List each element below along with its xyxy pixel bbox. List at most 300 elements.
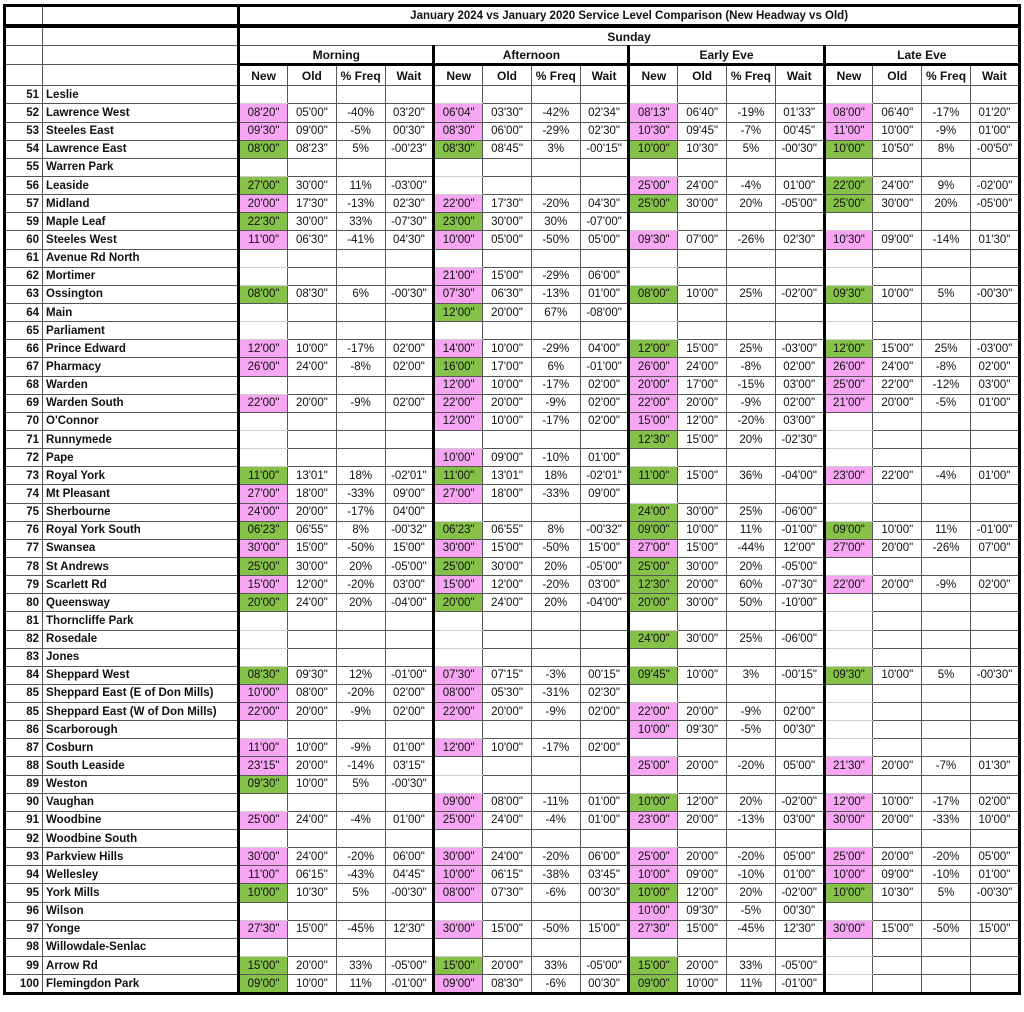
cell-wait: 15'00" [580, 539, 629, 557]
cell-wait [775, 213, 824, 231]
cell-new [239, 158, 288, 176]
cell-pct-freq: -20% [531, 848, 580, 866]
cell-wait [775, 648, 824, 666]
cell-new [629, 612, 678, 630]
route-name: Mortimer [43, 267, 239, 285]
table-row [5, 594, 1020, 612]
cell-old [483, 322, 532, 340]
column-header-row [5, 65, 1020, 86]
cell-wait: 02'00" [385, 684, 434, 702]
cell-old: 15'00" [678, 430, 727, 448]
table-row [5, 140, 1020, 158]
cell-wait [775, 86, 824, 104]
route-number: 94 [5, 866, 43, 884]
route-name: Mt Pleasant [43, 485, 239, 503]
cell-old [483, 775, 532, 793]
route-number: 55 [5, 158, 43, 176]
cell-wait: 12'30" [385, 920, 434, 938]
cell-wait: 09'00" [580, 485, 629, 503]
cell-pct-freq [531, 902, 580, 920]
cell-new: 10'00" [629, 721, 678, 739]
cell-pct-freq: -6% [531, 884, 580, 902]
cell-old [873, 630, 922, 648]
cell-new [239, 412, 288, 430]
cell-pct-freq [922, 938, 971, 956]
column-header-new: New [824, 65, 873, 86]
cell-wait: 00'30" [580, 884, 629, 902]
cell-wait: 05'00" [970, 848, 1019, 866]
cell-old: 30'00" [678, 557, 727, 575]
route-name: Willowdale-Senlac [43, 938, 239, 956]
table-row [5, 195, 1020, 213]
cell-pct-freq: -29% [531, 122, 580, 140]
route-number: 62 [5, 267, 43, 285]
cell-pct-freq: 20% [336, 594, 385, 612]
route-name: Parliament [43, 322, 239, 340]
cell-new: 25'00" [629, 195, 678, 213]
cell-pct-freq: 8% [922, 140, 971, 158]
cell-new [434, 938, 483, 956]
cell-old: 15'00" [483, 539, 532, 557]
cell-old: 09'00" [287, 122, 336, 140]
cell-new [434, 322, 483, 340]
cell-pct-freq [531, 721, 580, 739]
route-number: 90 [5, 793, 43, 811]
cell-new [824, 594, 873, 612]
cell-old: 15'00" [678, 467, 727, 485]
cell-wait [385, 938, 434, 956]
cell-old: 08'00" [287, 684, 336, 702]
cell-pct-freq: 11% [922, 521, 971, 539]
cell-pct-freq: -29% [531, 340, 580, 358]
cell-old [678, 485, 727, 503]
cell-new [824, 703, 873, 721]
cell-new: 12'30" [629, 576, 678, 594]
cell-new: 22'00" [434, 703, 483, 721]
service-comparison-table [3, 4, 1021, 995]
cell-wait: -00'15" [580, 140, 629, 158]
cell-new: 06'23" [239, 521, 288, 539]
cell-new: 10'00" [629, 140, 678, 158]
cell-old: 20'00" [873, 757, 922, 775]
route-name: Sheppard West [43, 666, 239, 684]
cell-pct-freq [922, 594, 971, 612]
cell-old: 06'55" [483, 521, 532, 539]
cell-old: 17'30" [483, 195, 532, 213]
cell-wait: -05'00" [775, 195, 824, 213]
cell-wait [580, 612, 629, 630]
cell-wait [580, 721, 629, 739]
cell-pct-freq: -38% [531, 866, 580, 884]
cell-old [287, 648, 336, 666]
cell-pct-freq [336, 830, 385, 848]
cell-old [287, 793, 336, 811]
cell-old: 12'00" [287, 576, 336, 594]
cell-wait: 04'00" [385, 503, 434, 521]
cell-old [873, 830, 922, 848]
route-number: 88 [5, 757, 43, 775]
cell-old [287, 449, 336, 467]
cell-wait: 15'00" [970, 920, 1019, 938]
cell-new: 08'00" [824, 104, 873, 122]
route-name: Woodbine South [43, 830, 239, 848]
cell-new [434, 612, 483, 630]
cell-old: 20'00" [287, 503, 336, 521]
cell-pct-freq [336, 249, 385, 267]
cell-wait: 02'00" [385, 703, 434, 721]
cell-old [287, 902, 336, 920]
cell-old: 13'01" [287, 467, 336, 485]
cell-new [629, 938, 678, 956]
cell-old [873, 557, 922, 575]
cell-old [678, 684, 727, 702]
cell-old [678, 775, 727, 793]
cell-old [483, 721, 532, 739]
cell-new: 21'30" [824, 757, 873, 775]
cell-pct-freq: 9% [922, 176, 971, 194]
cell-old [873, 721, 922, 739]
cell-wait: -00'30" [970, 666, 1019, 684]
cell-new: 25'00" [824, 195, 873, 213]
cell-wait [385, 412, 434, 430]
cell-old [287, 303, 336, 321]
route-number: 86 [5, 721, 43, 739]
cell-wait: 06'00" [580, 267, 629, 285]
cell-wait: -01'00" [775, 521, 824, 539]
route-number: 76 [5, 521, 43, 539]
cell-wait: 01'00" [775, 866, 824, 884]
cell-new: 09'00" [434, 793, 483, 811]
cell-pct-freq: -8% [922, 358, 971, 376]
cell-new: 30'00" [239, 848, 288, 866]
cell-pct-freq: -9% [531, 703, 580, 721]
cell-new [239, 612, 288, 630]
period-afternoon: Afternoon [434, 46, 629, 65]
cell-old [483, 757, 532, 775]
route-number: 98 [5, 938, 43, 956]
cell-old: 08'45" [483, 140, 532, 158]
cell-old: 20'00" [287, 703, 336, 721]
cell-pct-freq [531, 938, 580, 956]
cell-pct-freq: 5% [336, 775, 385, 793]
route-name: Steeles West [43, 231, 239, 249]
cell-old [873, 975, 922, 994]
cell-old: 20'00" [873, 394, 922, 412]
cell-wait [385, 376, 434, 394]
cell-old: 22'00" [873, 467, 922, 485]
route-number: 85 [5, 684, 43, 702]
cell-old [873, 213, 922, 231]
cell-old [287, 612, 336, 630]
cell-new: 11'00" [629, 467, 678, 485]
route-number: 74 [5, 485, 43, 503]
cell-old [873, 86, 922, 104]
cell-wait [580, 902, 629, 920]
cell-new: 22'00" [434, 195, 483, 213]
cell-pct-freq: -13% [531, 285, 580, 303]
route-number: 53 [5, 122, 43, 140]
cell-new: 08'30" [434, 140, 483, 158]
cell-wait: -01'00" [385, 666, 434, 684]
cell-pct-freq [727, 775, 776, 793]
cell-new: 10'00" [629, 793, 678, 811]
cell-old: 30'00" [287, 557, 336, 575]
cell-old: 30'00" [678, 594, 727, 612]
route-name: Scarborough [43, 721, 239, 739]
cell-wait: 02'00" [580, 394, 629, 412]
cell-pct-freq: 8% [336, 521, 385, 539]
cell-wait: 01'00" [580, 811, 629, 829]
route-number: 66 [5, 340, 43, 358]
cell-pct-freq: 5% [922, 666, 971, 684]
route-name: St Andrews [43, 557, 239, 575]
cell-new [239, 303, 288, 321]
cell-wait [970, 322, 1019, 340]
column-header-pct-freq: % Freq [922, 65, 971, 86]
cell-old: 15'00" [678, 340, 727, 358]
table-row [5, 830, 1020, 848]
cell-pct-freq [531, 86, 580, 104]
cell-wait: 03'00" [385, 576, 434, 594]
cell-pct-freq: -31% [531, 684, 580, 702]
cell-wait: -05'00" [775, 957, 824, 975]
column-header-new: New [434, 65, 483, 86]
cell-pct-freq [531, 249, 580, 267]
cell-new [239, 322, 288, 340]
cell-wait [775, 449, 824, 467]
cell-new: 12'00" [434, 376, 483, 394]
cell-new [434, 830, 483, 848]
cell-old: 24'00" [287, 358, 336, 376]
route-name: Midland [43, 195, 239, 213]
cell-pct-freq [922, 86, 971, 104]
cell-pct-freq: 20% [727, 557, 776, 575]
cell-wait: -04'00" [385, 594, 434, 612]
cell-old: 15'00" [483, 920, 532, 938]
cell-wait: -01'00" [775, 975, 824, 994]
cell-wait: 01'00" [970, 394, 1019, 412]
table-row [5, 176, 1020, 194]
cell-new [629, 322, 678, 340]
cell-wait: -02'00" [970, 176, 1019, 194]
cell-new: 22'30" [239, 213, 288, 231]
cell-wait: -01'00" [970, 521, 1019, 539]
route-number: 96 [5, 902, 43, 920]
cell-old [678, 249, 727, 267]
cell-old: 20'00" [678, 957, 727, 975]
period-early-eve: Early Eve [629, 46, 824, 65]
cell-new [239, 902, 288, 920]
table-row [5, 757, 1020, 775]
cell-wait: 00'15" [580, 666, 629, 684]
cell-pct-freq: -41% [336, 231, 385, 249]
cell-new: 25'00" [824, 848, 873, 866]
cell-old [678, 213, 727, 231]
cell-new [824, 684, 873, 702]
cell-old: 15'00" [287, 539, 336, 557]
cell-pct-freq [922, 213, 971, 231]
cell-wait: 00'30" [580, 975, 629, 994]
cell-pct-freq: -19% [727, 104, 776, 122]
route-number: 75 [5, 503, 43, 521]
route-name: Vaughan [43, 793, 239, 811]
cell-new: 25'00" [629, 176, 678, 194]
cell-pct-freq: -40% [336, 104, 385, 122]
cell-old [678, 158, 727, 176]
cell-pct-freq [727, 648, 776, 666]
cell-old: 10'00" [873, 122, 922, 140]
cell-pct-freq [922, 648, 971, 666]
cell-new [629, 739, 678, 757]
cell-wait: -07'00" [580, 213, 629, 231]
cell-pct-freq: -5% [727, 721, 776, 739]
cell-old [873, 503, 922, 521]
cell-pct-freq [531, 322, 580, 340]
cell-old: 05'30" [483, 684, 532, 702]
cell-new [239, 630, 288, 648]
cell-new: 30'00" [824, 811, 873, 829]
cell-old: 30'00" [287, 213, 336, 231]
cell-new: 25'00" [434, 557, 483, 575]
cell-wait: 04'30" [580, 195, 629, 213]
cell-pct-freq: 3% [727, 666, 776, 684]
cell-pct-freq [336, 449, 385, 467]
cell-new: 09'45" [629, 666, 678, 684]
cell-new [434, 630, 483, 648]
cell-old: 10'00" [678, 521, 727, 539]
cell-pct-freq: -20% [336, 576, 385, 594]
cell-old [873, 957, 922, 975]
cell-wait: 02'30" [580, 122, 629, 140]
cell-pct-freq [727, 322, 776, 340]
route-number: 60 [5, 231, 43, 249]
cell-pct-freq [922, 485, 971, 503]
route-name: Swansea [43, 539, 239, 557]
cell-new: 22'00" [629, 703, 678, 721]
cell-wait [385, 630, 434, 648]
cell-old: 10'00" [483, 376, 532, 394]
table-row [5, 521, 1020, 539]
cell-pct-freq: -45% [727, 920, 776, 938]
cell-wait: -05'00" [580, 557, 629, 575]
cell-old: 10'00" [483, 412, 532, 430]
cell-pct-freq: -10% [531, 449, 580, 467]
cell-old: 15'00" [678, 920, 727, 938]
cell-wait [970, 957, 1019, 975]
cell-pct-freq [922, 975, 971, 994]
cell-wait: -04'00" [580, 594, 629, 612]
cell-wait: 03'00" [775, 412, 824, 430]
cell-wait [775, 684, 824, 702]
cell-old [678, 303, 727, 321]
cell-new: 11'00" [824, 122, 873, 140]
cell-new: 10'00" [824, 866, 873, 884]
cell-old [678, 86, 727, 104]
table-row [5, 485, 1020, 503]
cell-pct-freq: -9% [336, 739, 385, 757]
column-header-wait: Wait [970, 65, 1019, 86]
cell-wait: -06'00" [775, 630, 824, 648]
cell-pct-freq [922, 449, 971, 467]
cell-wait [580, 648, 629, 666]
cell-wait [775, 775, 824, 793]
cell-pct-freq [531, 612, 580, 630]
cell-pct-freq [922, 775, 971, 793]
cell-new: 21'00" [434, 267, 483, 285]
cell-new [824, 739, 873, 757]
cell-pct-freq [922, 739, 971, 757]
cell-old: 17'00" [483, 358, 532, 376]
table-row [5, 612, 1020, 630]
cell-pct-freq: -8% [336, 358, 385, 376]
cell-old: 06'15" [483, 866, 532, 884]
cell-old: 18'00" [287, 485, 336, 503]
cell-new: 10'00" [824, 884, 873, 902]
cell-old: 12'00" [483, 576, 532, 594]
cell-pct-freq [922, 430, 971, 448]
cell-new: 20'00" [239, 195, 288, 213]
cell-pct-freq: 3% [531, 140, 580, 158]
cell-old: 24'00" [873, 176, 922, 194]
route-number: 77 [5, 539, 43, 557]
cell-old: 30'00" [483, 557, 532, 575]
cell-old [483, 612, 532, 630]
cell-pct-freq: -17% [336, 503, 385, 521]
cell-pct-freq: -9% [727, 703, 776, 721]
cell-wait [970, 775, 1019, 793]
cell-old [483, 430, 532, 448]
cell-pct-freq: 20% [336, 557, 385, 575]
cell-new [824, 648, 873, 666]
cell-wait: 02'00" [970, 576, 1019, 594]
cell-old: 10'00" [483, 340, 532, 358]
cell-wait: 02'30" [385, 195, 434, 213]
route-number: 51 [5, 86, 43, 104]
cell-wait [580, 757, 629, 775]
cell-old [678, 830, 727, 848]
route-name: Warren Park [43, 158, 239, 176]
cell-pct-freq [531, 830, 580, 848]
cell-pct-freq: -14% [336, 757, 385, 775]
route-number: 72 [5, 449, 43, 467]
cell-old: 24'00" [287, 811, 336, 829]
cell-old [873, 430, 922, 448]
cell-wait [580, 430, 629, 448]
cell-pct-freq: 11% [727, 521, 776, 539]
cell-pct-freq [336, 430, 385, 448]
cell-old: 07'00" [678, 231, 727, 249]
cell-new [824, 303, 873, 321]
cell-new [824, 630, 873, 648]
route-name: Warden South [43, 394, 239, 412]
cell-pct-freq: -17% [531, 412, 580, 430]
cell-new: 09'00" [239, 975, 288, 994]
cell-new [824, 322, 873, 340]
cell-new [434, 503, 483, 521]
cell-wait [385, 303, 434, 321]
cell-old [483, 902, 532, 920]
cell-wait: -04'00" [775, 467, 824, 485]
table-row [5, 158, 1020, 176]
route-number: 78 [5, 557, 43, 575]
cell-new: 09'00" [434, 975, 483, 994]
cell-new: 25'00" [629, 757, 678, 775]
cell-new: 23'15" [239, 757, 288, 775]
route-name: Lawrence East [43, 140, 239, 158]
cell-pct-freq [336, 303, 385, 321]
cell-new [629, 249, 678, 267]
table-row [5, 539, 1020, 557]
